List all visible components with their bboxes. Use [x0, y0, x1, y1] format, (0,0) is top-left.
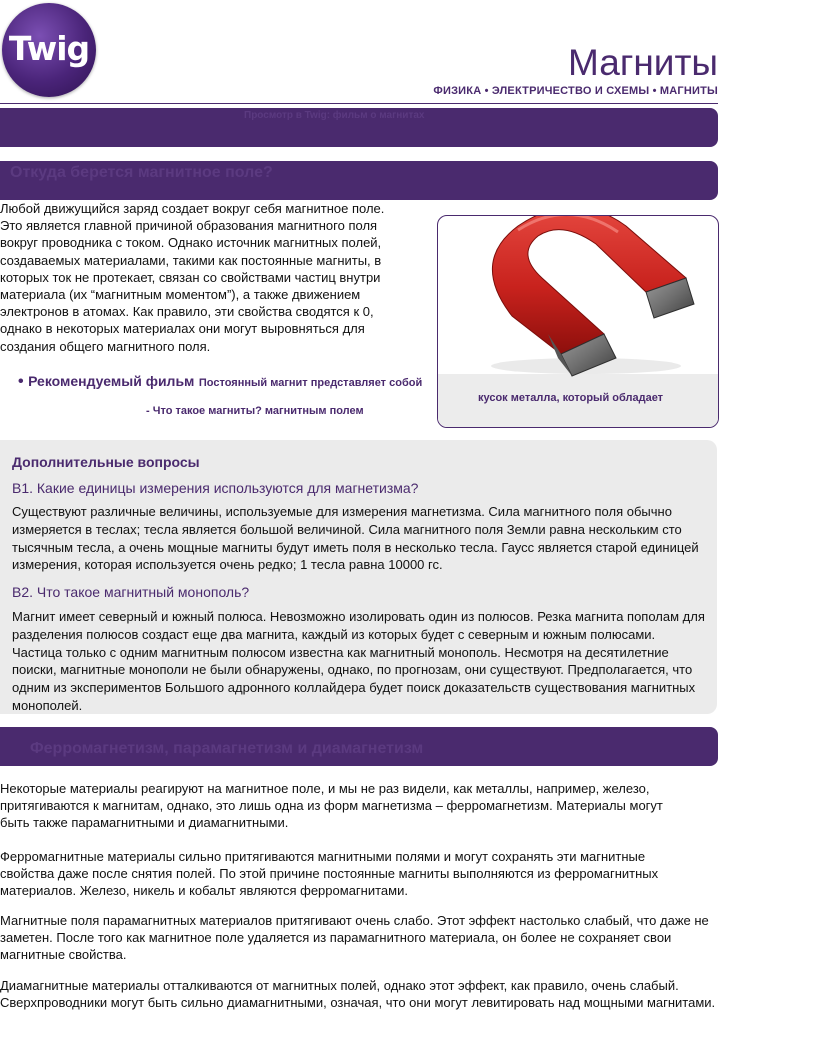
film-description: Постоянный магнит представляет собой — [198, 377, 423, 389]
paragraph-diamagnetic: Диамагнитные материалы отталкиваются от магнитных полей, однако этот эффект, как правило, очень слабый. Сверхпроводники могут быть сильно диамагнитными, означая, что они могут левитировать над мощными магнитами. — [0, 978, 716, 1011]
logo-text: Twig — [8, 28, 90, 68]
recommended-film[interactable] — [18, 373, 422, 391]
section-bar-magnetic-field-label: Откуда берется магнитное поле? — [10, 164, 273, 181]
faq-question-1: В1. Какие единицы измерения используются для магнетизма? — [12, 480, 419, 496]
intro-paragraph: Любой движущийся заряд создает вокруг себя магнитное поле. Это является главной причиной образования магнитного поля вокруг проводника с током. Однако источник магнитных полей, создаваемых материалами, такими как постоянные магниты, в которых ток не протекает, связан со свойствами частиц внутри материала (их “магнитным моментом”), а также движением электронов в атомах. Как правило, эти свойства сводятся к 0, однако в некоторых материалах они могут выровняться для создания общего магнитного поля. — [0, 201, 385, 354]
paragraph-magnetism-forms: Некоторые материалы реагируют на магнитное поле, и мы не раз видели, как металлы, например, железо, притягиваются к магнитам, однако, это лишь одна из форм магнетизма – ферромагнетизм. Материалы могут быть также парамагнитными и диамагнитными. — [0, 781, 663, 831]
header-divider — [0, 103, 718, 104]
section-bar-film — [0, 108, 718, 147]
film-bullet: • — [18, 373, 24, 390]
page-title: Магниты — [568, 42, 718, 83]
paragraph-paramagnetic: Магнитные поля парамагнитных материалов притягивают очень слабо. Этот эффект настолько слабый, что даже не заметен. После того как магнитное поле удаляется из парамагнитного материала, он более не сохраняет свои магнитные свойства. — [0, 913, 709, 963]
faq-question-2: В2. Что такое магнитный монополь? — [12, 584, 250, 600]
section-bar-magnetism-types — [0, 727, 718, 766]
faq-answer-1: Существуют различные величины, используемые для измерения магнетизма. Сила магнитного поля обычно измеряется в теслах; тесла является большой величиной. Сила магнитного поля Земли равна нескольким сто тысячным тесла, а очень мощные магниты будут иметь поля в несколько тесла. Гаусс является старой единицей измерения, которая используется очень редко; 1 тесла равна 10000 гс. — [12, 504, 699, 573]
magnet-caption: кусок металла, который обладает — [478, 392, 664, 404]
section-bar-film-label: Просмотр в Twig: фильм о магнитах — [244, 110, 425, 121]
faq-panel — [0, 440, 717, 714]
faq-title: Дополнительные вопросы — [12, 454, 200, 470]
horseshoe-magnet-image — [456, 216, 696, 378]
magnet-card[interactable] — [437, 215, 719, 428]
faq-answer-2: Магнит имеет северный и южный полюса. Невозможно изолировать один из полюсов. Резка магнита пополам для разделения полюсов создаст еще два магнита, каждый из которых будет с северным и южным полюсами. Частица только с одним магнитным полюсом известна как магнитный монополь. Несмотря на десятилетние поиски, магнитные монополи не были обнаружены, однако, по прогнозам, они существуют. Предполагается, что одним из экспериментов Большого адронного коллайдера будет поиск доказательств существования магнитных монополей. — [12, 609, 705, 713]
section-bar-magnetic-field — [0, 161, 718, 200]
section-bar-magnetism-types-label: Ферромагнетизм, парамагнетизм и диамагнетизм — [30, 740, 424, 757]
paragraph-ferromagnetic: Ферромагнитные материалы сильно притягиваются магнитными полями и могут сохранять эти магнитные свойства даже после снятия полей. По этой причине постоянные магниты выполняются из ферромагнитных материалов. Железо, никель и кобальт являются ферромагнитами. — [0, 849, 659, 899]
film-link[interactable]: - Что такое магниты? магнитным полем — [146, 405, 364, 417]
twig-logo[interactable] — [2, 3, 96, 97]
breadcrumb: ФИЗИКА • ЭЛЕКТРИЧЕСТВО И СХЕМЫ • МАГНИТЫ — [433, 85, 718, 97]
film-label: Рекомендуемый фильм — [28, 373, 195, 389]
